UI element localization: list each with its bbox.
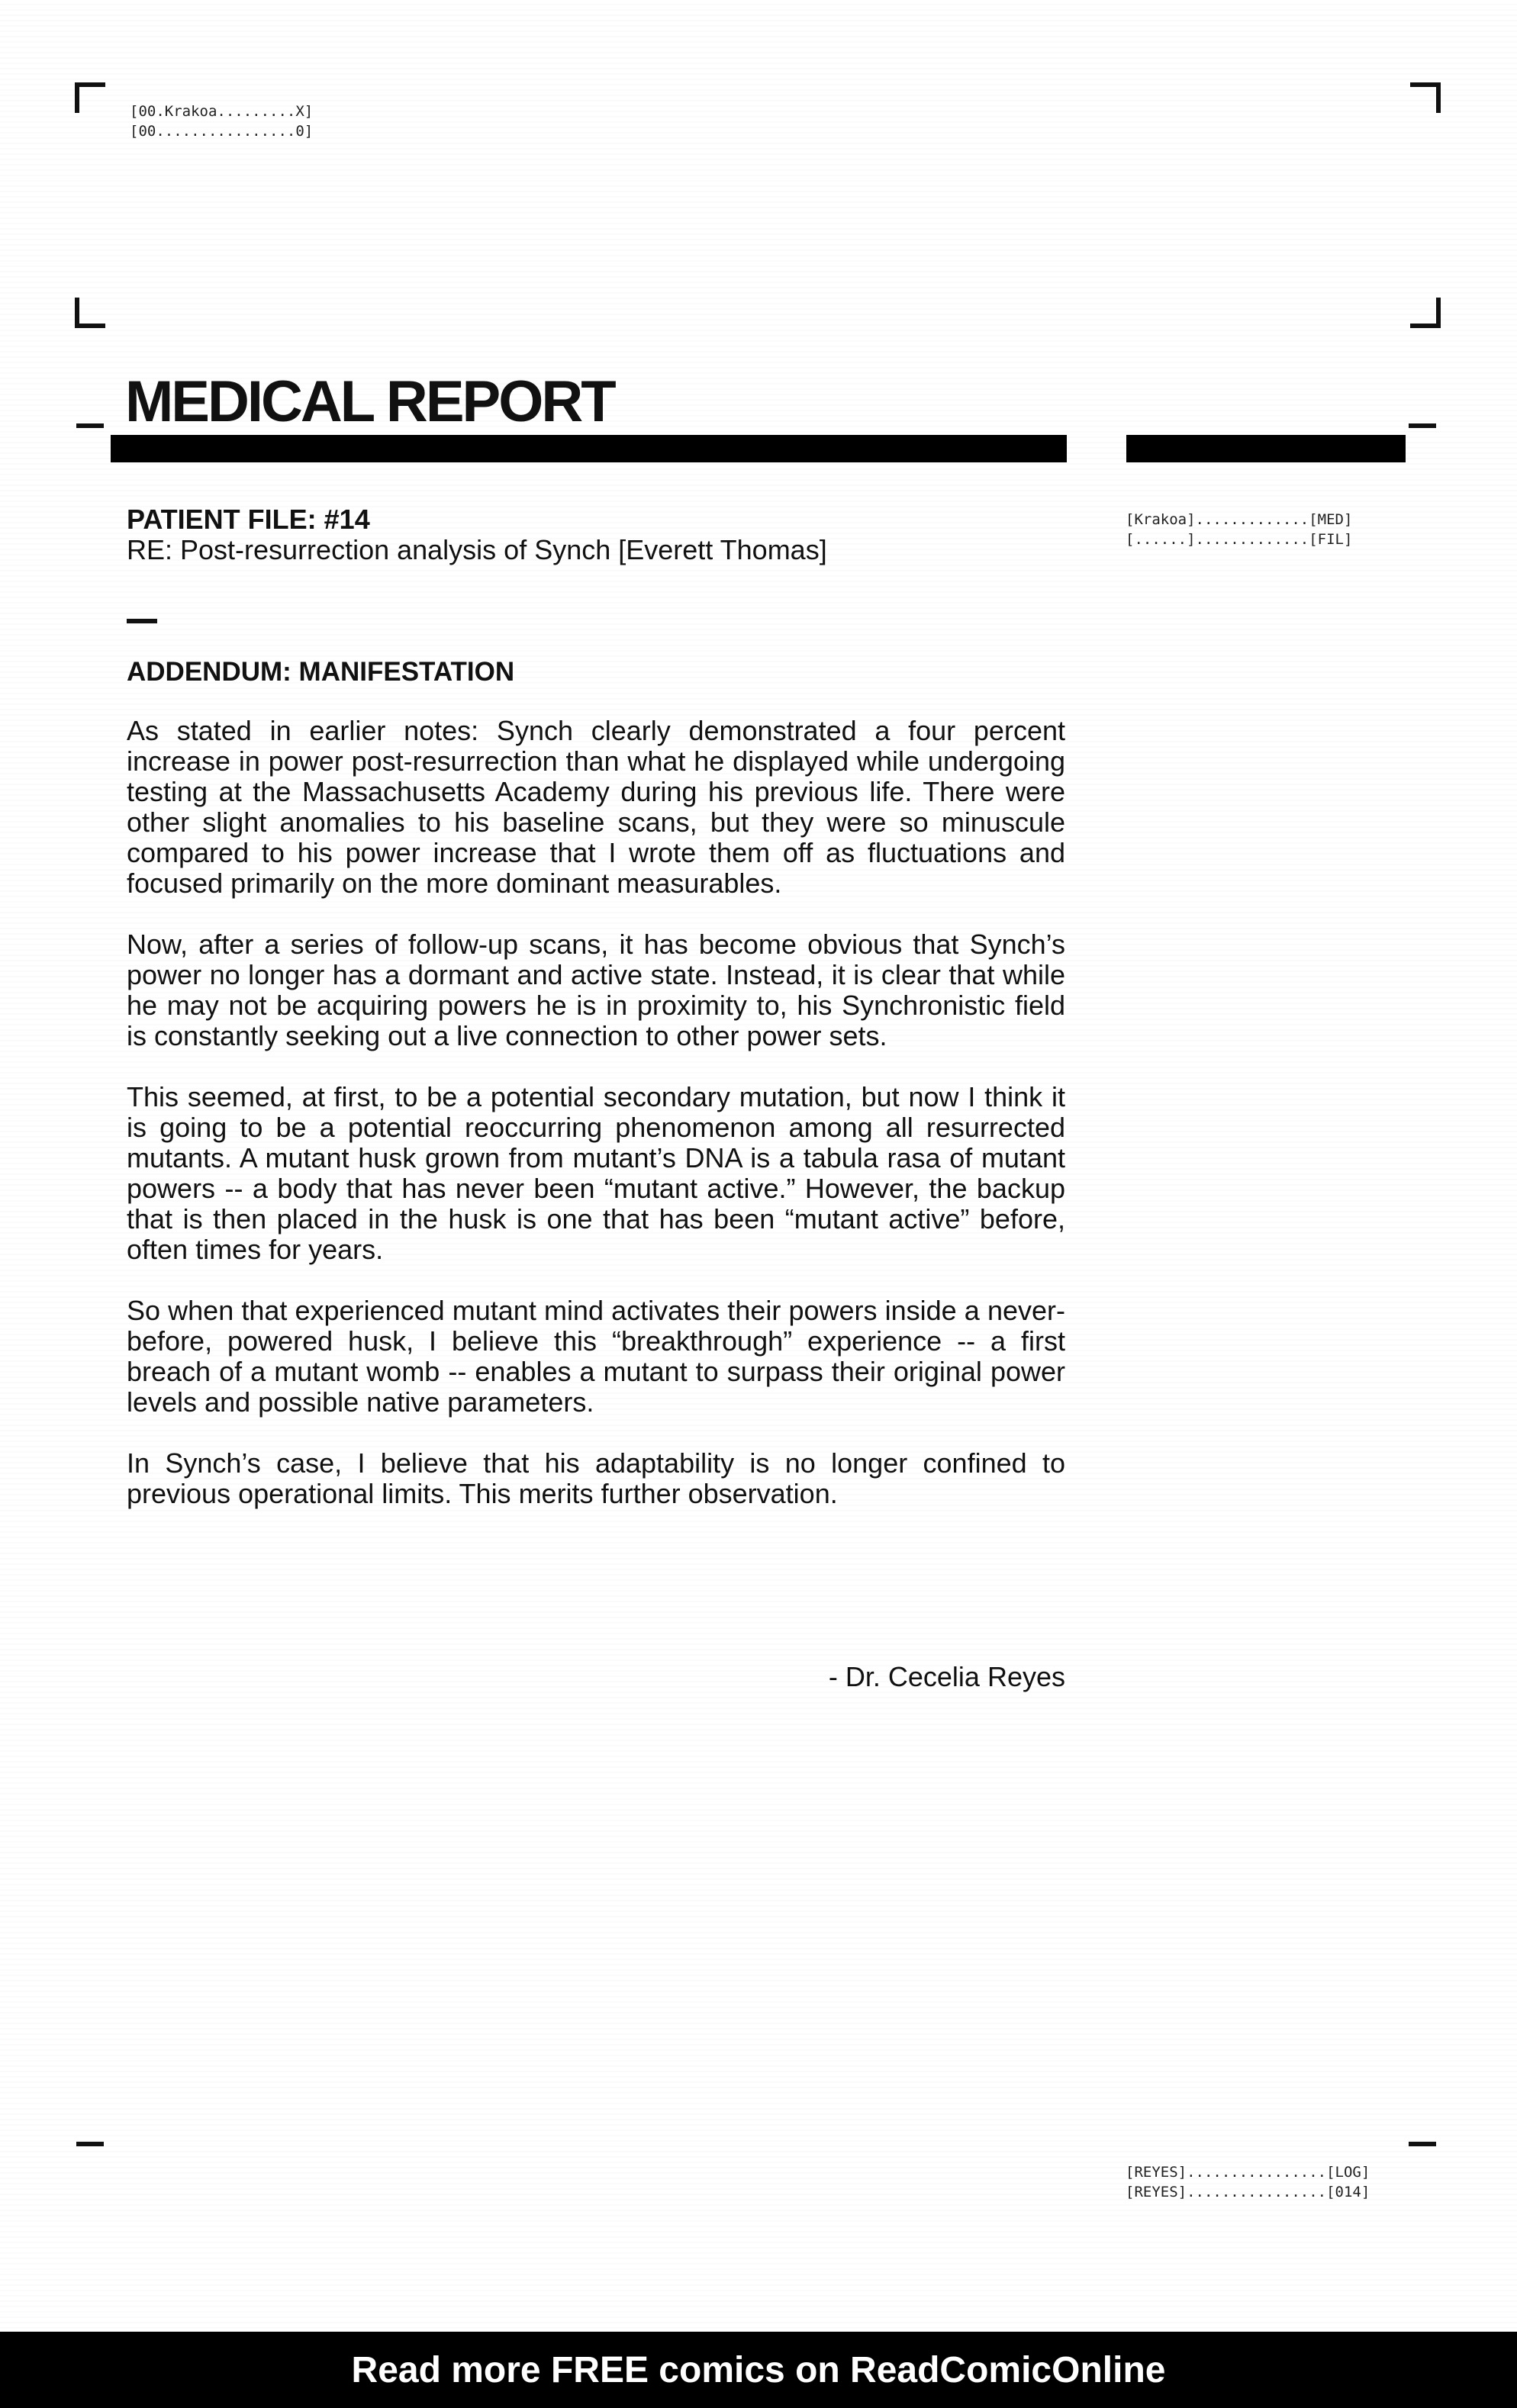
header-code-2: [00................0] — [130, 123, 314, 140]
paragraph: As stated in earlier notes: Synch clearly demonstrated a four percent increase in power post-resurrection than what he displayed while undergoing testing at the Massachusetts Academy during his previous life. There were other slight anomalies to his baseline scans, but they were so minuscule compared to his power increase that I wrote them off as fluctuations and focused primarily on the more dominant measurables. — [127, 715, 1065, 899]
paragraph: In Synch’s case, I believe that his adaptability is no longer confined to previous operational limits. This merits further observation. — [127, 1447, 1065, 1509]
signature: - Dr. Cecelia Reyes — [828, 1661, 1065, 1692]
footer-dash-right — [1409, 2142, 1436, 2146]
header-code-1: [00.Krakoa.........X] — [130, 103, 314, 120]
page-title: MEDICAL REPORT — [125, 369, 614, 434]
promo-banner-text: Read more FREE comics on ReadComicOnline — [351, 2349, 1166, 2390]
paragraph: This seemed, at first, to be a potential secondary mutation, but now I think it is going to be a potential reoccurring phenomenon among all resurrected mutants. A mutant husk grown from mutant’s DNA is a tabula rasa of mutant powers -- a body that has never been “mutant active.” However, the backup that is then placed in the husk is one that has been “mutant active” before, often times for years. — [127, 1081, 1065, 1265]
paragraph: So when that experienced mutant mind activates their powers inside a never-before, powered husk, I believe this “breakthrough” experience -- a first breach of a mutant womb -- enables a mutant to surpass their original power levels and possible native parameters. — [127, 1295, 1065, 1418]
footer-code-1: [REYES]................[LOG] — [1126, 2164, 1370, 2181]
footer-code-2: [REYES]................[014] — [1126, 2184, 1370, 2200]
corner-bracket-bottom-right — [1410, 298, 1441, 328]
report-body — [127, 716, 1065, 1540]
corner-bracket-bottom-left — [75, 298, 105, 328]
re-line: RE: Post-resurrection analysis of Synch [Everett Thomas] — [127, 534, 827, 565]
promo-banner[interactable] — [0, 2332, 1517, 2408]
side-code-1: [Krakoa].............[MED] — [1126, 511, 1353, 528]
title-rule-main — [111, 435, 1067, 462]
title-dash-right — [1409, 423, 1436, 428]
patient-file-label: PATIENT FILE: #14 — [127, 504, 370, 535]
section-dash — [127, 619, 157, 623]
footer-dash-left — [76, 2142, 104, 2146]
corner-bracket-top-left — [75, 82, 105, 113]
side-code-2: [......].............[FIL] — [1126, 531, 1353, 548]
corner-bracket-top-right — [1410, 82, 1441, 113]
title-rule-side — [1126, 435, 1406, 462]
paragraph: Now, after a series of follow-up scans, it has become obvious that Synch’s power no longer has a dormant and active state. Instead, it is clear that while he may not be acquiring powers he is in proximity to, his Synchronistic field is constantly seeking out a live connection to other power sets. — [127, 929, 1065, 1051]
title-dash-left — [76, 423, 104, 428]
addendum-heading: ADDENDUM: MANIFESTATION — [127, 657, 515, 687]
